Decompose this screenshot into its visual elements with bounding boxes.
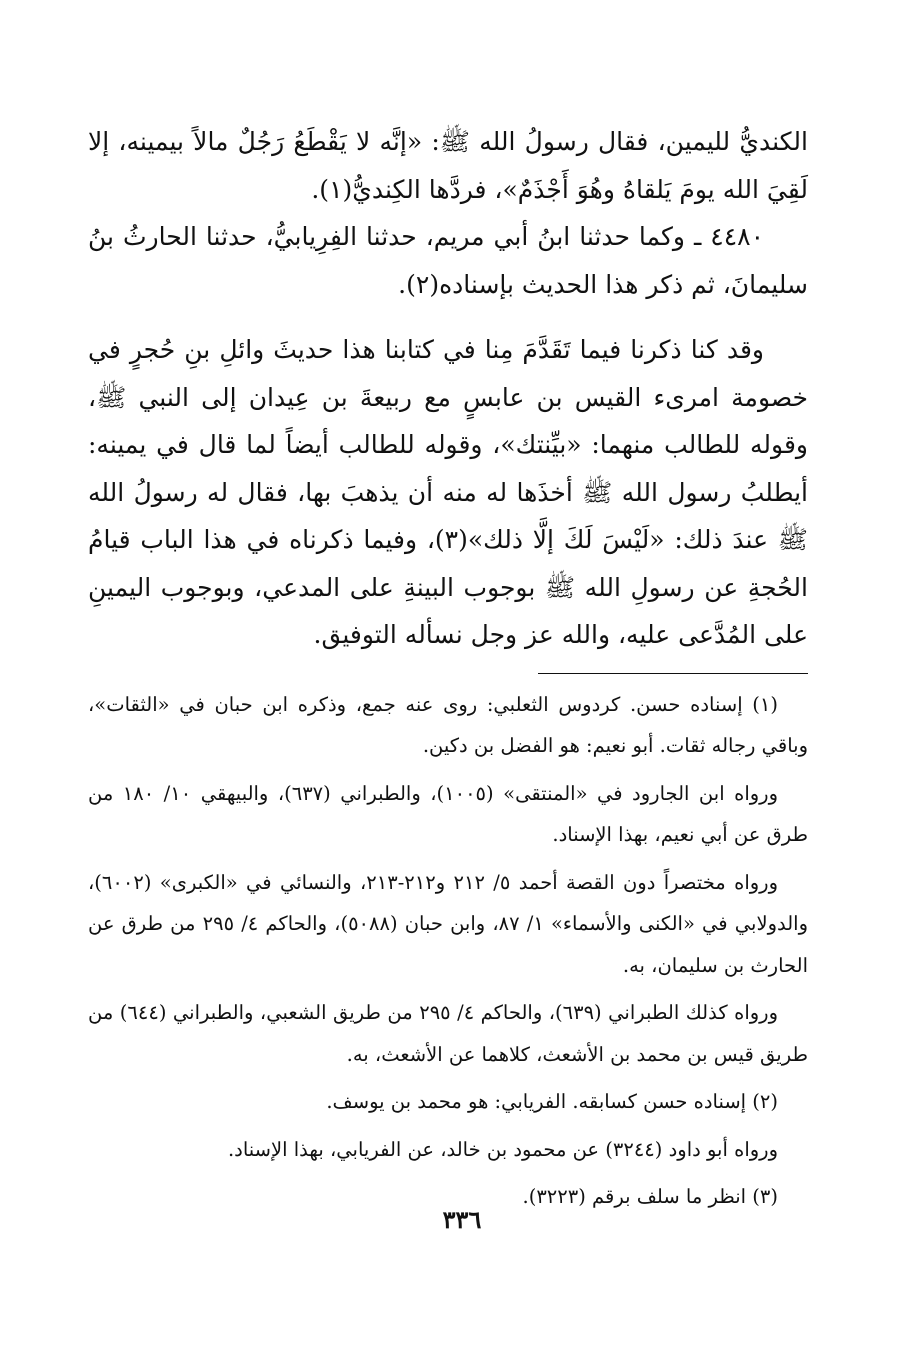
footnote-1-abridged: ورواه مختصراً دون القصة أحمد ٥/ ٢١٢ و٢١٢-٢١٣، والنسائي في «الكبرى» (٦٠٠٢)، والدولابي في «الكنى والأسماء» ١/ ٨٧، وابن حبان (٥٠٨٨)، والحاكم ٤/ ٢٩٥ من طرق عن الحارث بن سليمان، به. [88, 870, 809, 977]
commentary-paragraph: وقد كنا ذكرنا فيما تَقَدَّمَ مِنا في كتابنا هذا حديثَ وائلِ بنِ حُجرٍ في خصومة امرىء القيس بن عابسٍ مع ربيعةَ بن عِيدان إلى النبي ﷺ، وقوله للطالب منهما: «بيِّنتك»، وقوله للطالب أيضاً لما قال في يمينه: أيطلبُ رسول الله ﷺ أخذَها له منه أن يذهبَ بها، فقال له رسولُ الله ﷺ عندَ ذلك: «لَيْسَ لَكَ إلَّا ذلك»(٣)، وفيما ذكرناه في هذا الباب قيامُ الحُجةِ عن رسولِ الله ﷺ بوجوب البينةِ على المدعي، وبوجوب اليمينِ على المُدَّعى عليه، والله عز وجل نسأله التوفيق. [88, 335, 808, 649]
footnote-1: (١) إسناده حسن. كردوس الثعلبي: روى عنه جمع، وذكره ابن حبان في «الثقات»، وباقي رجاله ثقات. أبو نعيم: هو الفضل بن دكين. [88, 692, 808, 757]
footnote-1-other-routes: ورواه كذلك الطبراني (٦٣٩)، والحاكم ٤/ ٢٩٥ من طريق الشعبي، والطبراني (٦٤٤) من طريق قيس بن محمد بن الأشعث، كلاهما عن الأشعث، به. [88, 1001, 808, 1066]
footnote-divider [538, 673, 808, 674]
footnote-3: (٣) انظر ما سلف برقم (٣٢٢٣). [522, 1185, 778, 1208]
footnote-2: (٢) إسناده حسن كسابقه. الفريابي: هو محمد بن يوسف. [326, 1090, 778, 1113]
main-text [88, 118, 808, 659]
hadith-4480: ٤٤٨٠ ـ وكما حدثنا ابنُ أبي مريم، حدثنا الفِرِيابيُّ، حدثنا الحارثُ بنُ سليمانَ، ثم ذكر هذا الحديث بإسناده(٢). [88, 222, 808, 299]
page-number: ٣٣٦ [442, 1205, 482, 1234]
footnotes [88, 684, 808, 1218]
book-page [88, 118, 808, 1218]
paragraph-continuation: الكنديُّ لليمين، فقال رسولُ الله ﷺ: «إنَّه لا يَقْطَعُ رَجُلٌ مالاً بيمينه، إلا لَقِيَ الله يومَ يَلقاهُ وهُوَ أَجْذَمٌ»، فردَّها الكِنديُّ(١). [88, 127, 808, 204]
footnote-2-sources: ورواه أبو داود (٣٢٤٤) عن محمود بن خالد، عن الفريابي، بهذا الإسناد. [227, 1137, 778, 1161]
footnote-1-sources: ورواه ابن الجارود في «المنتقى» (١٠٠٥)، والطبراني (٦٣٧)، والبيهقي ١٠/ ١٨٠ من طرق عن أبي نعيم، بهذا الإسناد. [88, 781, 808, 846]
